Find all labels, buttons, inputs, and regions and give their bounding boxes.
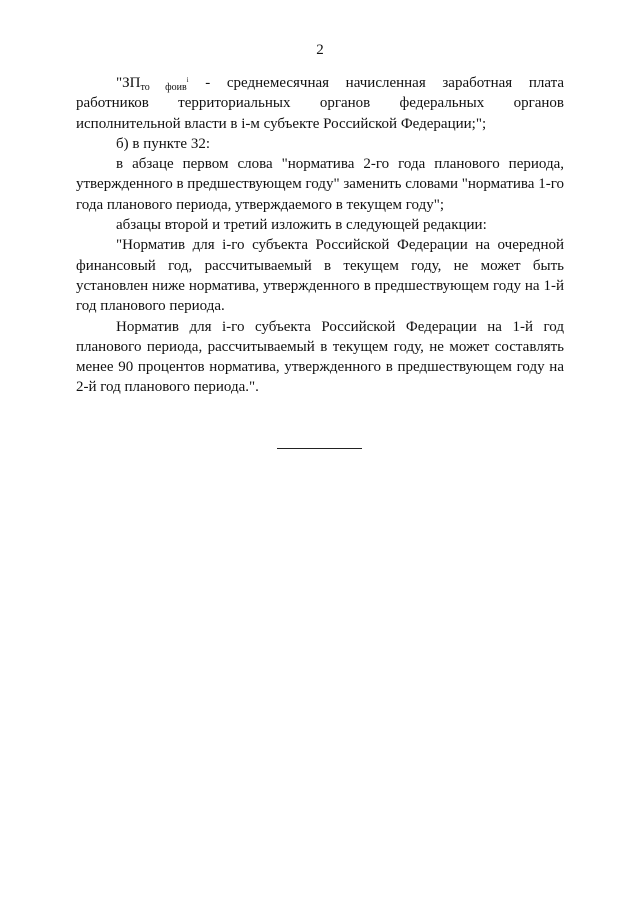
definition-open-quote: " [116, 75, 123, 91]
definition-line-1 [76, 73, 564, 93]
end-divider [277, 448, 362, 449]
paragraph-norm-second: Норматив для i-го субъекта Российской Федерации на 1-й год планового периода, рассчитываемый в текущем году, не может составлять менее 90 процентов норматива, утвержденного в предшествующем году на 2-й год планового периода.". [76, 318, 564, 396]
paragraph-norm-first: "Норматив для i-го субъекта Российской Федерации на очередной финансовый год, рассчитываемый в текущем году, не может быть установлен ниже норматива, утвержденного в предшествующем году на 1-й год планового периода. [76, 237, 564, 315]
definition-subscript: то фоив [140, 82, 187, 93]
definition-superscript: i [186, 76, 189, 84]
paragraph-new-wording: абзацы второй и третий изложить в следующей редакции: [116, 217, 487, 234]
paragraph-subitem-b: б) в пункте 32: [116, 135, 210, 152]
definition-symbol: ЗП [122, 75, 141, 91]
document-body [76, 73, 564, 398]
definition-line-2: работников территориальных органов федеральных органов [76, 95, 564, 112]
paragraph-replace-words: в абзаце первом слова "норматива 2-го года планового периода, утвержденного в предшествующем году" заменить словами "норматива 1-го года планового периода, утверждаемого в текущем году"; [76, 156, 564, 213]
page-number: 2 [316, 42, 324, 58]
definition-text-line-1: - среднемесячная начисленная заработная плата [188, 75, 565, 91]
definition-line-3: исполнительной власти в i-м субъекте Российской Федерации;"; [76, 115, 487, 132]
